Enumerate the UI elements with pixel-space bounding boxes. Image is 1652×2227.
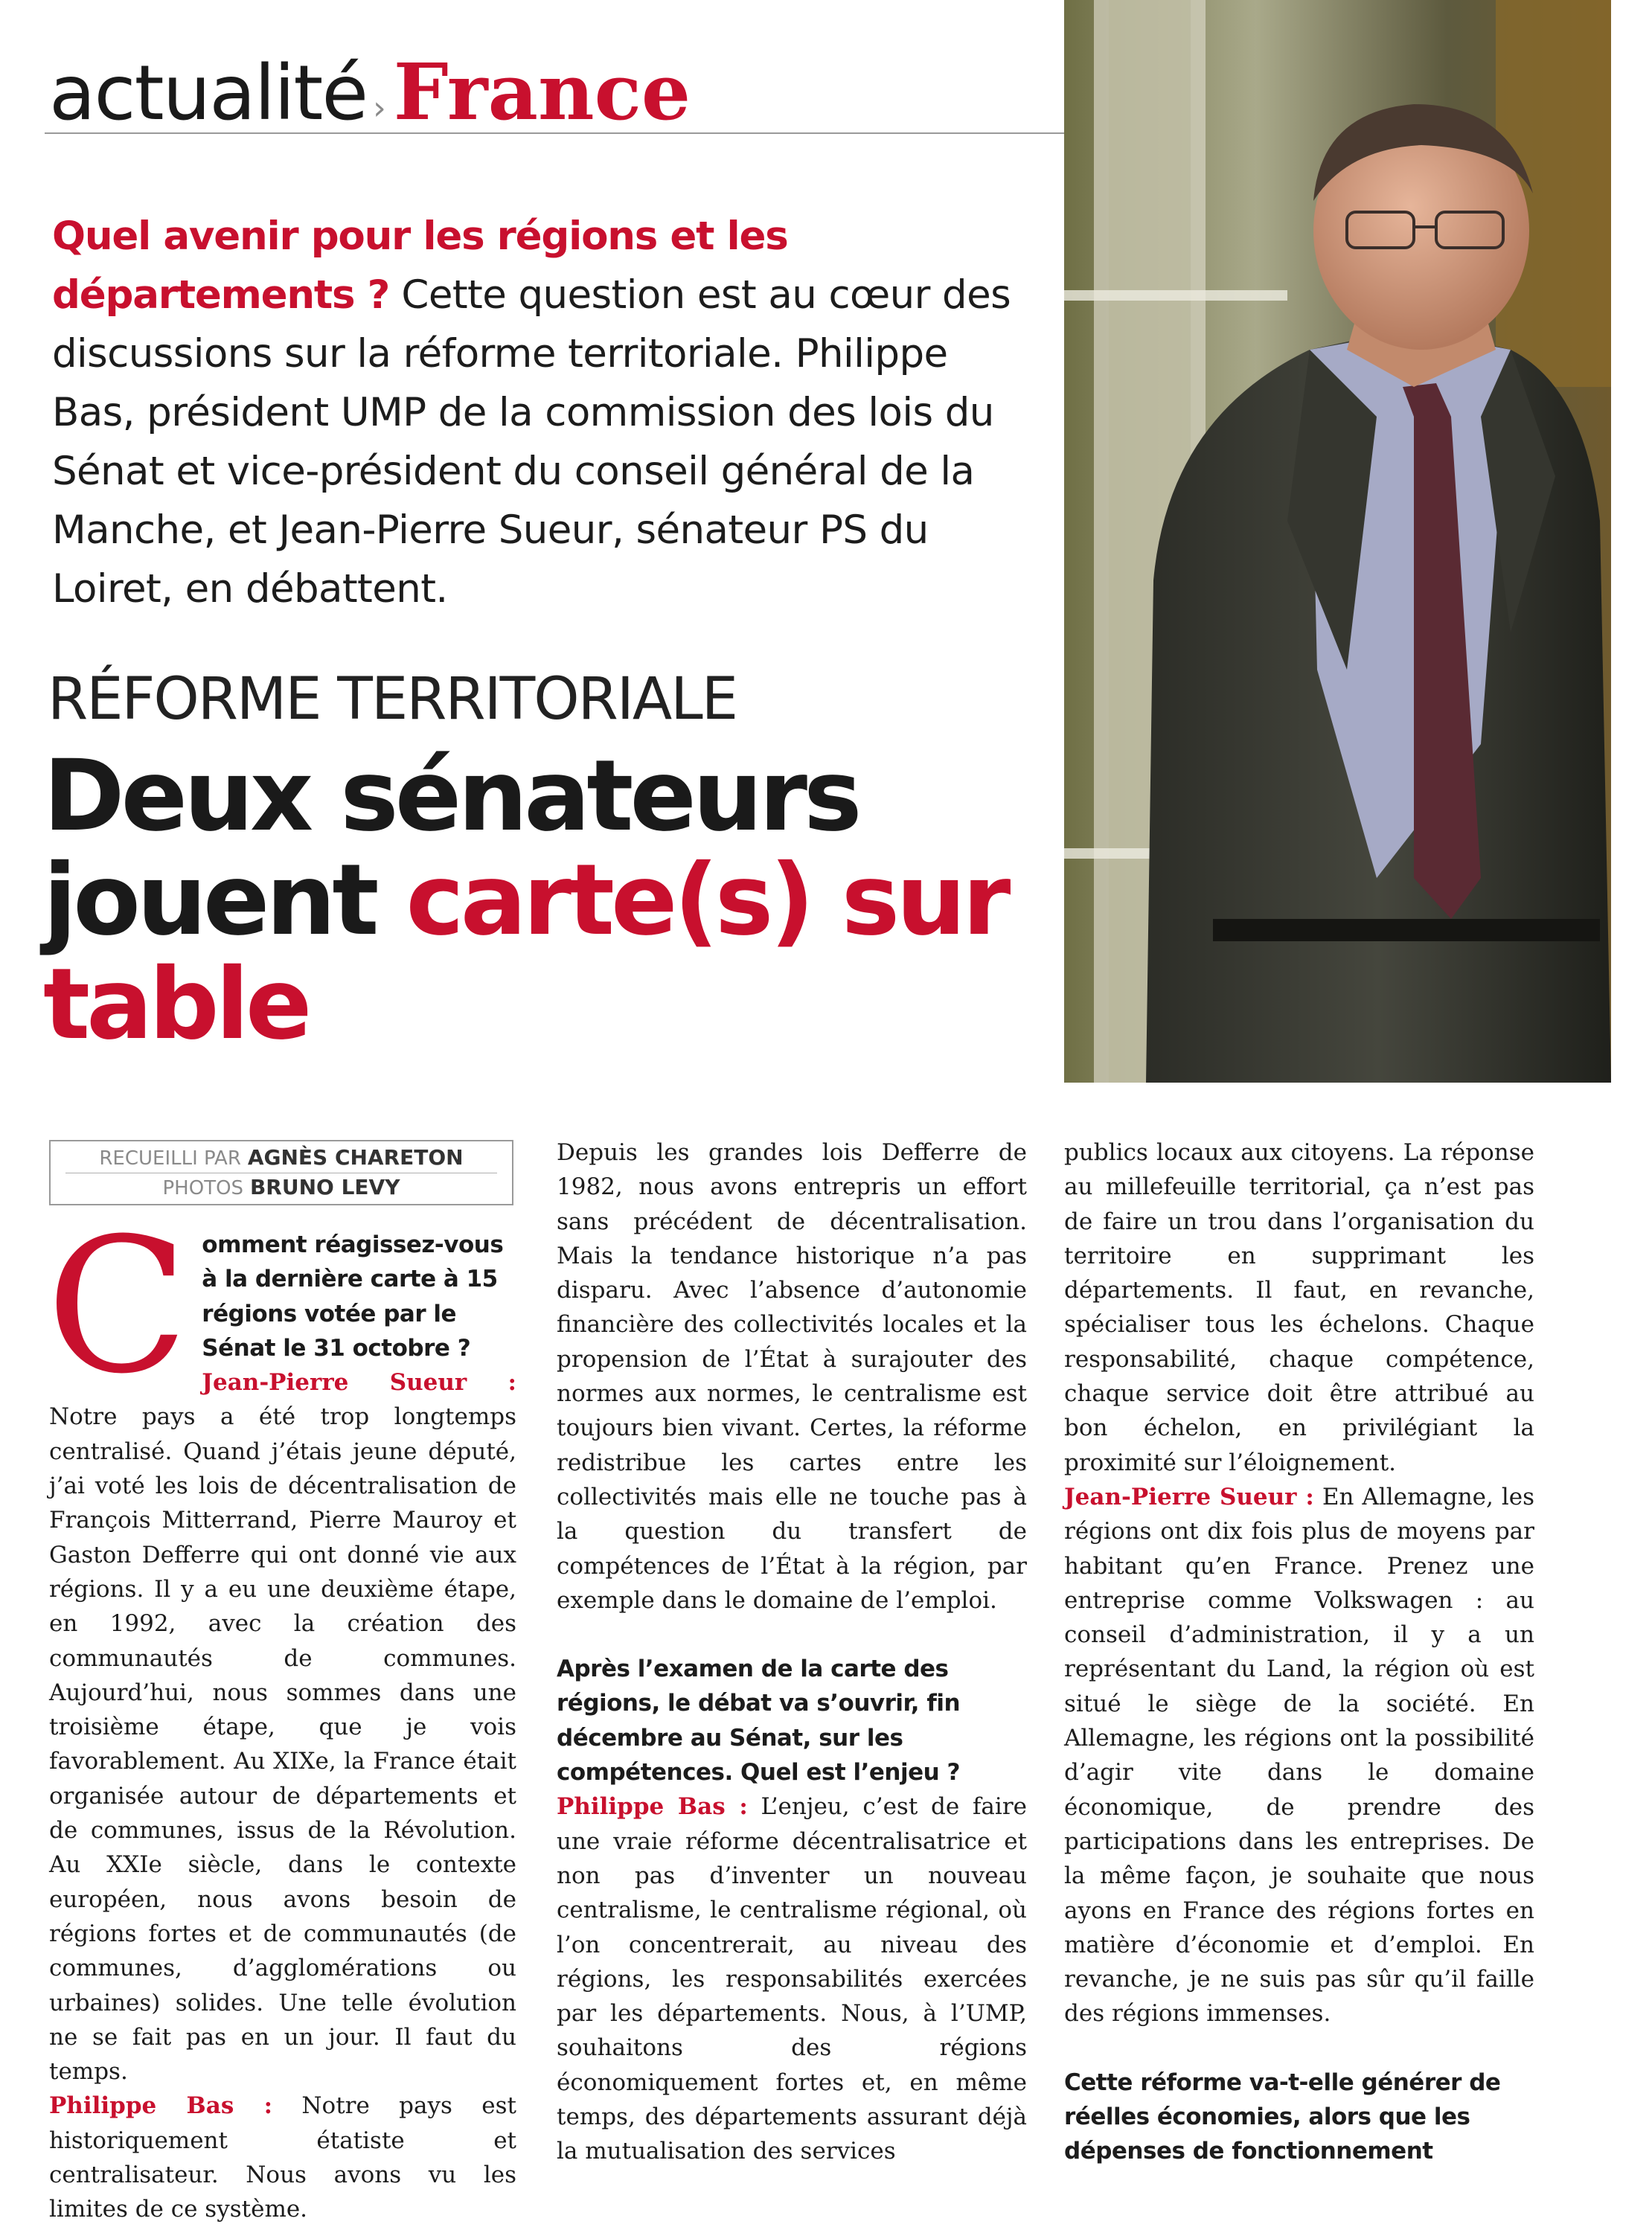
header-divider (45, 132, 1064, 134)
speaker-bas: Philippe Bas : (557, 1793, 748, 1821)
answer-text: En Allemagne, les régions ont dix fois plus de moyens par habitant qu’en France. Prenez une entreprise comme Volkswagen : au conseil d’administration, il y a un représentant du Land, la région où est situé le siège de la société. En Allemagne, les régions ont la possibilité d’agir vite dans le domaine économique, de prendre des participations dans les entreprises. De la même façon, je souhaite que nous ayons en France des régions fortes en matière d’économie et d’emploi. En revanche, je ne suis pas sûr qu’il faille des régions immenses. (1064, 1483, 1534, 2028)
drop-cap: C (46, 1198, 189, 1414)
photo-label: PHOTOS (162, 1177, 244, 1199)
article-standfirst (52, 207, 1034, 618)
interview-credit (51, 1144, 512, 1173)
answer-text: Notre pays a été trop longtemps centralisé. Quand j’étais jeune député, j’ai voté les lois de décentralisation de François Mitterrand, Pierre Mauroy et Gaston Defferre qui ont donné vie aux régions. Il y a eu une deuxième étape, en 1992, avec la création des communautés de communes. Aujourd’hui, nous sommes dans une troisième étape, que je vois favorablement. Au XIXe, la France était organisée autour de départements et de communes, issus de la Révolution. Au XXIe siècle, dans le contexte européen, nous avons besoin de régions fortes et de communautés (de communes, d’agglomérations ou urbaines) solides. Une telle évolution ne se fait pas en un jour. Il faut du temps. (49, 1403, 516, 2086)
portrait-photo (1064, 0, 1611, 1083)
paragraph-gap (1064, 2031, 1534, 2066)
question-1: omment réagissez-vous à la dernière carte à 15 régions votée par le Sénat le 31 octobre ? (202, 1231, 504, 1362)
answer-text: L’enjeu, c’est de faire une vraie réforme décentralisatrice et non pas d’inventer un nouveau centralisme, le centralisme régional, où l’on concentrerait, au niveau des régions, les responsabilités exercées par les départements. Nous, à l’UMP, souhaitons des régions économiquement fortes et, en même temps, des départements assurant déjà la mutualisation des services (557, 1793, 1027, 2165)
standfirst-text: Cette question est au cœur des discussions sur la réforme territoriale. Philippe Bas, président UMP de la commission des lois du Sénat et vice-président du conseil général de la Manche, et Jean-Pierre Sueur, sénateur PS du Loiret, en débattent. (52, 272, 1011, 612)
answer-sueur-2 (1064, 1480, 1534, 2031)
photographer-name: BRUNO LEVY (249, 1175, 400, 1199)
answer-bas-2 (557, 1789, 1027, 2168)
answer-text: Notre pays est historiquement étatiste et centralisateur. Nous avons vu les limites de ce système. (49, 2092, 516, 2223)
article-title (43, 739, 1011, 1062)
article-column-3 (1064, 1135, 1534, 2169)
credits-box (49, 1140, 513, 1205)
portrait-illustration (1064, 0, 1611, 1083)
answer-bas-2-continued: publics locaux aux citoyens. La réponse au millefeuille territorial, ça n’est pas de faire un trou dans l’organisation du territoire en supprimant les départements. Il faut, en revanche, spécialiser tous les échelons. Chaque responsabilité, chaque compétence, chaque service doit être attribué au bon échelon, en privilégiant la proximité sur l’éloignement. (1064, 1139, 1534, 1476)
speaker-sueur: Jean-Pierre Sueur : (1064, 1483, 1314, 1510)
question-2: Après l’examen de la carte des régions, le débat va s’ouvrir, fin décembre au Sénat, sur les compétences. Quel est l’enjeu ? (557, 1656, 961, 1787)
interview-label: RECUEILLI PAR (99, 1147, 241, 1170)
chevron-right-icon: › (373, 89, 386, 127)
section-header (49, 46, 691, 143)
article-column-1 (46, 1198, 516, 2227)
title-part-red: carte(s) sur table (43, 843, 1008, 1062)
standfirst-question: Quel avenir pour les régions et les départements ? (52, 214, 788, 318)
question-3: Cette réforme va-t-elle générer de réelles économies, alors que les dépenses de fonctionnement (1064, 2069, 1501, 2165)
speaker-bas: Philippe Bas : (49, 2092, 273, 2120)
speaker-sueur: Jean-Pierre Sueur : (202, 1369, 516, 1397)
article-column-2 (557, 1135, 1027, 2169)
answer-bas-1-continued: Depuis les grandes lois Defferre de 1982, nous avons entrepris un effort sans précédent de décentralisation. Mais la tendance historique n’a pas disparu. Avec l’absence d’autonomie financière des collectivités locales et la propension de l’État à surajouter des normes aux normes, le centralisme est toujours bien vivant. Certes, la réforme redistribue les cartes entre les collectivités mais elle ne touche pas à la question du transfert de compétences de l’État à la région, par exemple dans le domaine de l’emploi. (557, 1139, 1027, 1614)
section-label: actualité (49, 49, 368, 138)
article-kicker: RÉFORME TERRITORIALE (48, 666, 737, 733)
answer-bas-1 (49, 2089, 516, 2226)
interviewer-name: AGNÈS CHARETON (247, 1145, 464, 1170)
paragraph-gap (557, 1618, 1027, 1652)
answer-sueur-1 (49, 1365, 516, 2089)
section-country: France (393, 46, 691, 138)
title-part-black: Deux sénateurs jouent (43, 739, 859, 958)
